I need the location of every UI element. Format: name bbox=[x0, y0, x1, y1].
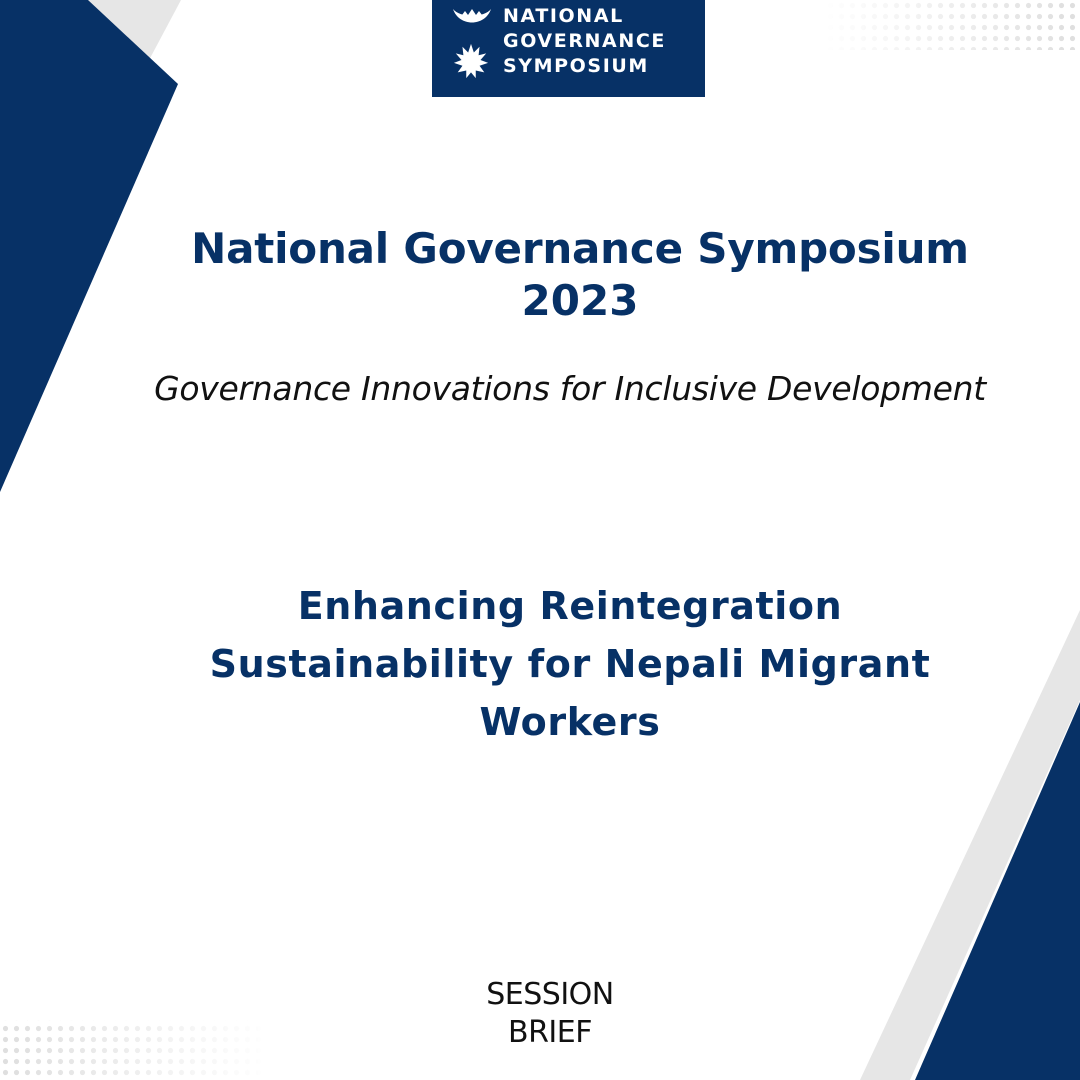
sun-icon bbox=[452, 42, 490, 80]
dots-bottom-left bbox=[0, 1020, 270, 1080]
logo-text-line-2: GOVERNANCE bbox=[503, 30, 666, 52]
session-title-line-3: Workers bbox=[479, 700, 661, 744]
bottom-right-navy-stripe bbox=[915, 702, 1080, 1080]
document-type-line-1: SESSION bbox=[486, 977, 614, 1012]
crescent-moon-icon bbox=[451, 5, 493, 29]
theme-subtitle: Governance Innovations for Inclusive Development bbox=[154, 369, 986, 408]
session-title-line-2: Sustainability for Nepali Migrant bbox=[209, 642, 931, 686]
symposium-logo bbox=[432, 0, 705, 97]
logo-text-line-1: NATIONAL bbox=[503, 5, 624, 27]
session-title-line-1: Enhancing Reintegration bbox=[297, 584, 843, 628]
page-title-line-1: National Governance Symposium bbox=[191, 224, 969, 273]
logo-text-line-3: SYMPOSIUM bbox=[503, 55, 649, 77]
dots-top-right bbox=[820, 0, 1080, 50]
page-title-year: 2023 bbox=[521, 276, 639, 325]
document-type-line-2: BRIEF bbox=[508, 1015, 592, 1050]
